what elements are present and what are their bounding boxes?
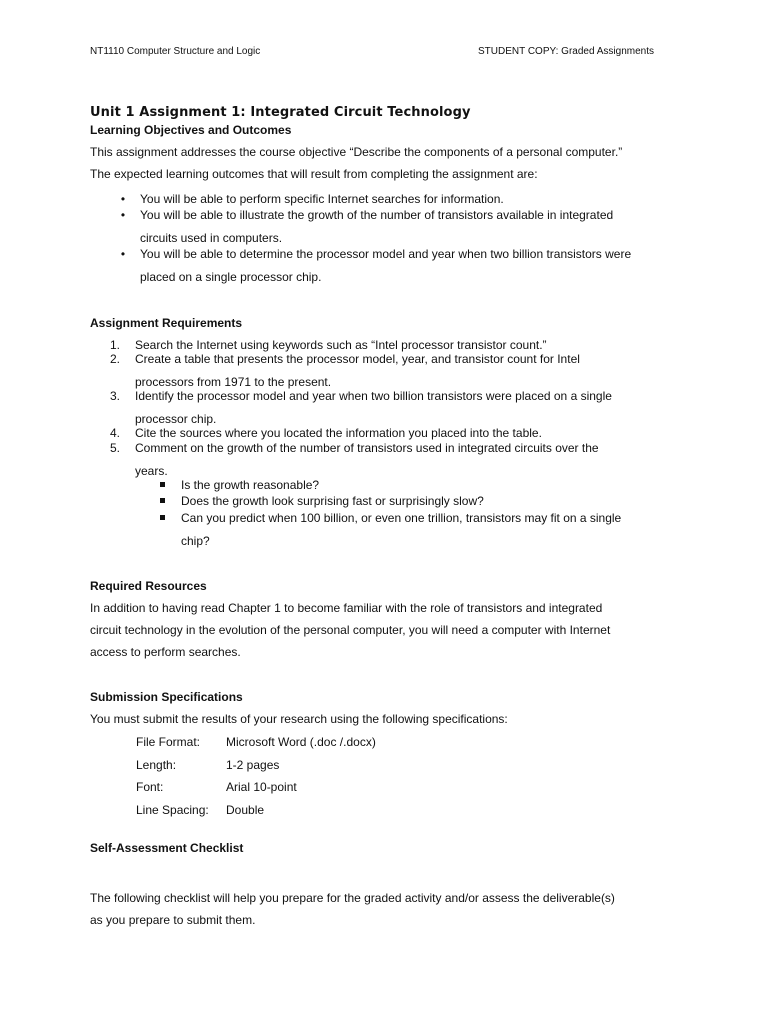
requirement-item: 2. Create a table that presents the processor model, year, and transistor count for Intel processors from 1971 to the present. bbox=[110, 352, 580, 389]
requirement-subitem: Can you predict when 100 billion, or even one trillion, transistors may fit on a single chip? bbox=[158, 511, 671, 548]
square-bullet-icon bbox=[160, 515, 165, 520]
checklist-line-1: The following checklist will help you prepare for the graded activity and/or assess the deliverable(s) bbox=[90, 891, 615, 905]
header-copy-label: STUDENT COPY: Graded Assignments bbox=[478, 46, 654, 57]
square-bullet-icon bbox=[160, 482, 165, 487]
resources-line-3: access to perform searches. bbox=[90, 645, 241, 659]
requirement-item: 4. Cite the sources where you located the information you placed into the table. bbox=[110, 426, 542, 440]
requirement-subitem: Is the growth reasonable? bbox=[158, 478, 671, 492]
bullet-dot-icon: • bbox=[120, 208, 126, 222]
spec-row: File Format: Microsoft Word (.doc /.docx) bbox=[136, 735, 376, 749]
spec-row: Font: Arial 10-point bbox=[136, 780, 297, 794]
requirement-subitem: Does the growth look surprising fast or surprisingly slow? bbox=[158, 494, 671, 508]
requirements-heading: Assignment Requirements bbox=[90, 316, 243, 330]
resources-heading: Required Resources bbox=[90, 579, 207, 593]
spec-row: Length: 1-2 pages bbox=[136, 757, 280, 772]
header-course-title: NT1110 Computer Structure and Logic bbox=[90, 46, 261, 57]
bullet-dot-icon: • bbox=[120, 192, 126, 206]
requirement-item: 1. Search the Internet using keywords such as “Intel processor transistor count.” bbox=[110, 338, 547, 352]
assignment-title: Unit 1 Assignment 1: Integrated Circuit Technology bbox=[90, 105, 471, 120]
objectives-heading: Learning Objectives and Outcomes bbox=[90, 123, 292, 137]
objective-bullet: • You will be able to illustrate the growth of the number of transistors available in integrated circuits used in computers. bbox=[116, 208, 680, 245]
objectives-intro-1: This assignment addresses the course objective “Describe the components of a personal computer.” bbox=[90, 145, 623, 159]
resources-line-1: In addition to having read Chapter 1 to become familiar with the role of transistors and integrated bbox=[90, 601, 603, 615]
square-bullet-icon bbox=[160, 498, 165, 503]
objectives-intro-2: The expected learning outcomes that will result from completing the assignment are: bbox=[90, 167, 538, 181]
objective-bullet: • You will be able to determine the processor model and year when two billion transistors were placed on a single processor chip. bbox=[116, 247, 680, 284]
submission-spec-table bbox=[136, 731, 376, 821]
requirement-item: 5. Comment on the growth of the number of transistors used in integrated circuits over the years. bbox=[110, 441, 599, 478]
submission-heading: Submission Specifications bbox=[90, 690, 243, 704]
checklist-line-2: as you prepare to submit them. bbox=[90, 913, 256, 927]
checklist-heading: Self-Assessment Checklist bbox=[90, 841, 244, 855]
requirement-item: 3. Identify the processor model and year when two billion transistors were placed on a single processor chip. bbox=[110, 389, 612, 426]
submission-intro: You must submit the results of your research using the following specifications: bbox=[90, 712, 508, 726]
resources-line-2: circuit technology in the evolution of the personal computer, you will need a computer with Internet bbox=[90, 623, 611, 637]
spec-row: Line Spacing: Double bbox=[136, 802, 265, 817]
bullet-dot-icon: • bbox=[120, 247, 126, 261]
objective-bullet: • You will be able to perform specific Internet searches for information. bbox=[116, 192, 680, 206]
